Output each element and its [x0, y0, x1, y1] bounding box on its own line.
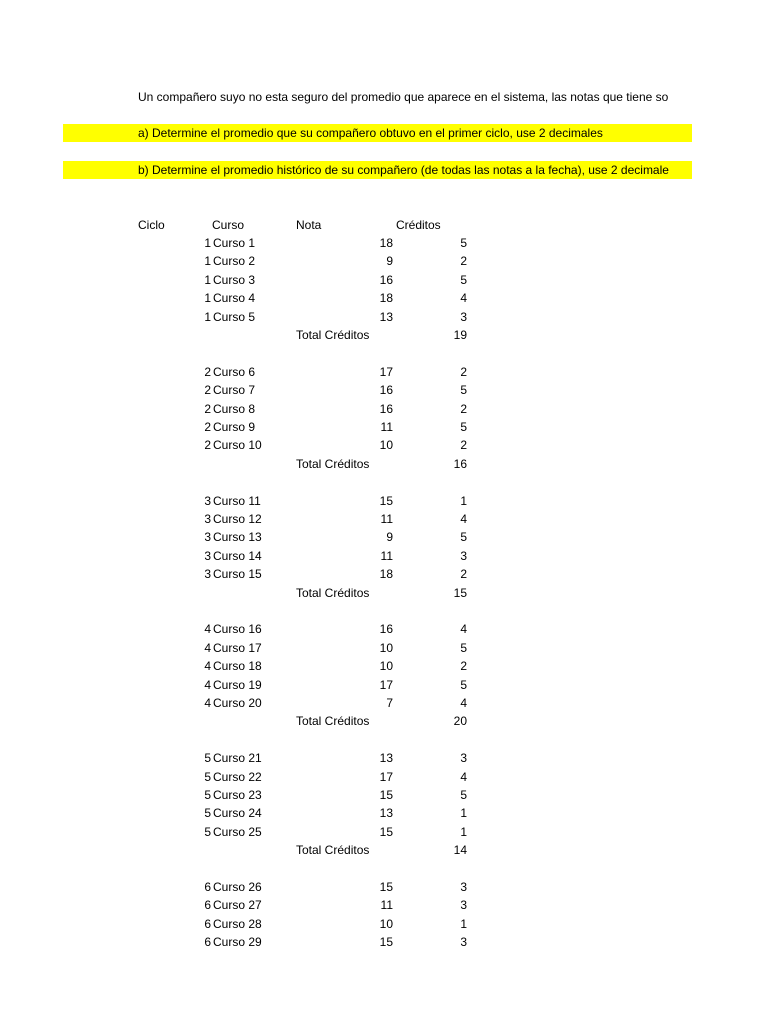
- ciclo-cell: 1: [204, 310, 211, 324]
- ciclo-cell: 2: [204, 383, 211, 397]
- curso-cell: Curso 28: [213, 917, 262, 931]
- ciclo-cell: 2: [204, 402, 211, 416]
- nota-cell: 13: [379, 806, 393, 820]
- creditos-cell: 1: [460, 917, 467, 931]
- nota-cell: 11: [380, 512, 393, 526]
- ciclo-cell: 4: [204, 659, 211, 673]
- total-creditos-label: Total Créditos: [296, 843, 370, 857]
- creditos-cell: 3: [460, 898, 467, 912]
- ciclo-cell: 1: [204, 273, 211, 287]
- nota-cell: 15: [379, 788, 393, 802]
- curso-cell: Curso 10: [213, 438, 262, 452]
- creditos-cell: 4: [460, 622, 467, 636]
- ciclo-cell: 6: [204, 880, 211, 894]
- creditos-cell: 2: [460, 567, 467, 581]
- nota-cell: 16: [379, 622, 393, 636]
- ciclo-cell: 3: [204, 494, 211, 508]
- ciclo-cell: 3: [204, 567, 211, 581]
- creditos-cell: 5: [460, 273, 467, 287]
- curso-cell: Curso 29: [213, 935, 262, 949]
- nota-cell: 9: [386, 530, 393, 544]
- curso-cell: Curso 9: [213, 420, 256, 434]
- ciclo-cell: 5: [204, 751, 211, 765]
- ciclo-cell: 1: [204, 291, 211, 305]
- creditos-cell: 5: [460, 383, 467, 397]
- ciclo-cell: 4: [204, 641, 211, 655]
- creditos-cell: 5: [460, 530, 467, 544]
- nota-cell: 16: [379, 273, 393, 287]
- curso-cell: Curso 20: [213, 696, 262, 710]
- curso-cell: Curso 6: [213, 365, 256, 379]
- curso-cell: Curso 13: [213, 530, 262, 544]
- question-b: b) Determine el promedio histórico de su compañero (de todas las notas a la fecha), use 2 decimale: [63, 161, 692, 179]
- total-creditos-value: 16: [453, 457, 467, 471]
- nota-cell: 11: [380, 549, 393, 563]
- ciclo-cell: 3: [204, 530, 211, 544]
- nota-cell: 11: [380, 420, 393, 434]
- curso-cell: Curso 2: [213, 254, 256, 268]
- ciclo-cell: 4: [204, 622, 211, 636]
- curso-cell: Curso 5: [213, 310, 256, 324]
- nota-cell: 15: [379, 494, 393, 508]
- total-creditos-value: 19: [453, 328, 467, 342]
- nota-cell: 16: [379, 383, 393, 397]
- ciclo-cell: 3: [204, 549, 211, 563]
- ciclo-cell: 6: [204, 935, 211, 949]
- ciclo-cell: 6: [204, 898, 211, 912]
- nota-cell: 16: [379, 402, 393, 416]
- creditos-cell: 5: [460, 788, 467, 802]
- ciclo-cell: 5: [204, 788, 211, 802]
- creditos-cell: 2: [460, 365, 467, 379]
- nota-cell: 10: [379, 438, 393, 452]
- ciclo-cell: 4: [204, 678, 211, 692]
- nota-cell: 10: [379, 641, 393, 655]
- ciclo-cell: 5: [204, 770, 211, 784]
- creditos-cell: 2: [460, 438, 467, 452]
- curso-cell: Curso 16: [213, 622, 262, 636]
- curso-cell: Curso 3: [213, 273, 256, 287]
- curso-cell: Curso 24: [213, 806, 262, 820]
- curso-cell: Curso 19: [213, 678, 262, 692]
- nota-cell: 15: [379, 825, 393, 839]
- nota-cell: 18: [379, 291, 393, 305]
- creditos-cell: 5: [460, 641, 467, 655]
- total-creditos-value: 15: [453, 586, 467, 600]
- nota-cell: 17: [379, 770, 393, 784]
- nota-cell: 17: [379, 365, 393, 379]
- creditos-cell: 5: [460, 420, 467, 434]
- ciclo-cell: 1: [204, 236, 211, 250]
- creditos-cell: 4: [460, 696, 467, 710]
- curso-cell: Curso 14: [213, 549, 262, 563]
- creditos-cell: 3: [460, 549, 467, 563]
- ciclo-cell: 5: [204, 806, 211, 820]
- creditos-cell: 1: [460, 825, 467, 839]
- creditos-cell: 2: [460, 254, 467, 268]
- total-creditos-value: 14: [453, 843, 467, 857]
- creditos-cell: 3: [460, 880, 467, 894]
- nota-cell: 10: [379, 659, 393, 673]
- curso-cell: Curso 27: [213, 898, 262, 912]
- creditos-cell: 2: [460, 402, 467, 416]
- creditos-cell: 3: [460, 310, 467, 324]
- nota-cell: 15: [379, 880, 393, 894]
- curso-cell: Curso 15: [213, 567, 262, 581]
- curso-cell: Curso 12: [213, 512, 262, 526]
- ciclo-cell: 5: [204, 825, 211, 839]
- curso-cell: Curso 17: [213, 641, 262, 655]
- question-a: a) Determine el promedio que su compañero obtuvo en el primer ciclo, use 2 decimales: [63, 124, 692, 142]
- creditos-cell: 3: [460, 751, 467, 765]
- creditos-cell: 1: [460, 494, 467, 508]
- creditos-cell: 4: [460, 512, 467, 526]
- header-creditos: Créditos: [396, 218, 441, 232]
- nota-cell: 15: [379, 935, 393, 949]
- ciclo-cell: 6: [204, 917, 211, 931]
- ciclo-cell: 1: [204, 254, 211, 268]
- total-creditos-label: Total Créditos: [296, 457, 370, 471]
- creditos-cell: 5: [460, 678, 467, 692]
- nota-cell: 18: [379, 567, 393, 581]
- creditos-cell: 5: [460, 236, 467, 250]
- creditos-cell: 1: [460, 806, 467, 820]
- nota-cell: 11: [380, 898, 393, 912]
- nota-cell: 17: [379, 678, 393, 692]
- header-ciclo: Ciclo: [138, 218, 165, 232]
- curso-cell: Curso 22: [213, 770, 262, 784]
- nota-cell: 7: [386, 696, 393, 710]
- curso-cell: Curso 1: [213, 236, 256, 250]
- curso-cell: Curso 23: [213, 788, 262, 802]
- ciclo-cell: 4: [204, 696, 211, 710]
- creditos-cell: 2: [460, 659, 467, 673]
- curso-cell: Curso 4: [213, 291, 256, 305]
- header-nota: Nota: [296, 218, 322, 232]
- curso-cell: Curso 8: [213, 402, 256, 416]
- creditos-cell: 3: [460, 935, 467, 949]
- curso-cell: Curso 21: [213, 751, 262, 765]
- ciclo-cell: 2: [204, 420, 211, 434]
- total-creditos-value: 20: [453, 714, 467, 728]
- ciclo-cell: 2: [204, 365, 211, 379]
- nota-cell: 9: [386, 254, 393, 268]
- nota-cell: 18: [379, 236, 393, 250]
- total-creditos-label: Total Créditos: [296, 586, 370, 600]
- total-creditos-label: Total Créditos: [296, 328, 370, 342]
- creditos-cell: 4: [460, 770, 467, 784]
- ciclo-cell: 3: [204, 512, 211, 526]
- creditos-cell: 4: [460, 291, 467, 305]
- curso-cell: Curso 11: [213, 494, 261, 508]
- nota-cell: 10: [379, 917, 393, 931]
- ciclo-cell: 2: [204, 438, 211, 452]
- curso-cell: Curso 18: [213, 659, 262, 673]
- header-curso: Curso: [212, 218, 245, 232]
- nota-cell: 13: [379, 751, 393, 765]
- curso-cell: Curso 26: [213, 880, 262, 894]
- curso-cell: Curso 25: [213, 825, 262, 839]
- total-creditos-label: Total Créditos: [296, 714, 370, 728]
- intro-text: Un compañero suyo no esta seguro del promedio que aparece en el sistema, las notas que tiene so: [138, 90, 669, 104]
- curso-cell: Curso 7: [213, 383, 256, 397]
- nota-cell: 13: [379, 310, 393, 324]
